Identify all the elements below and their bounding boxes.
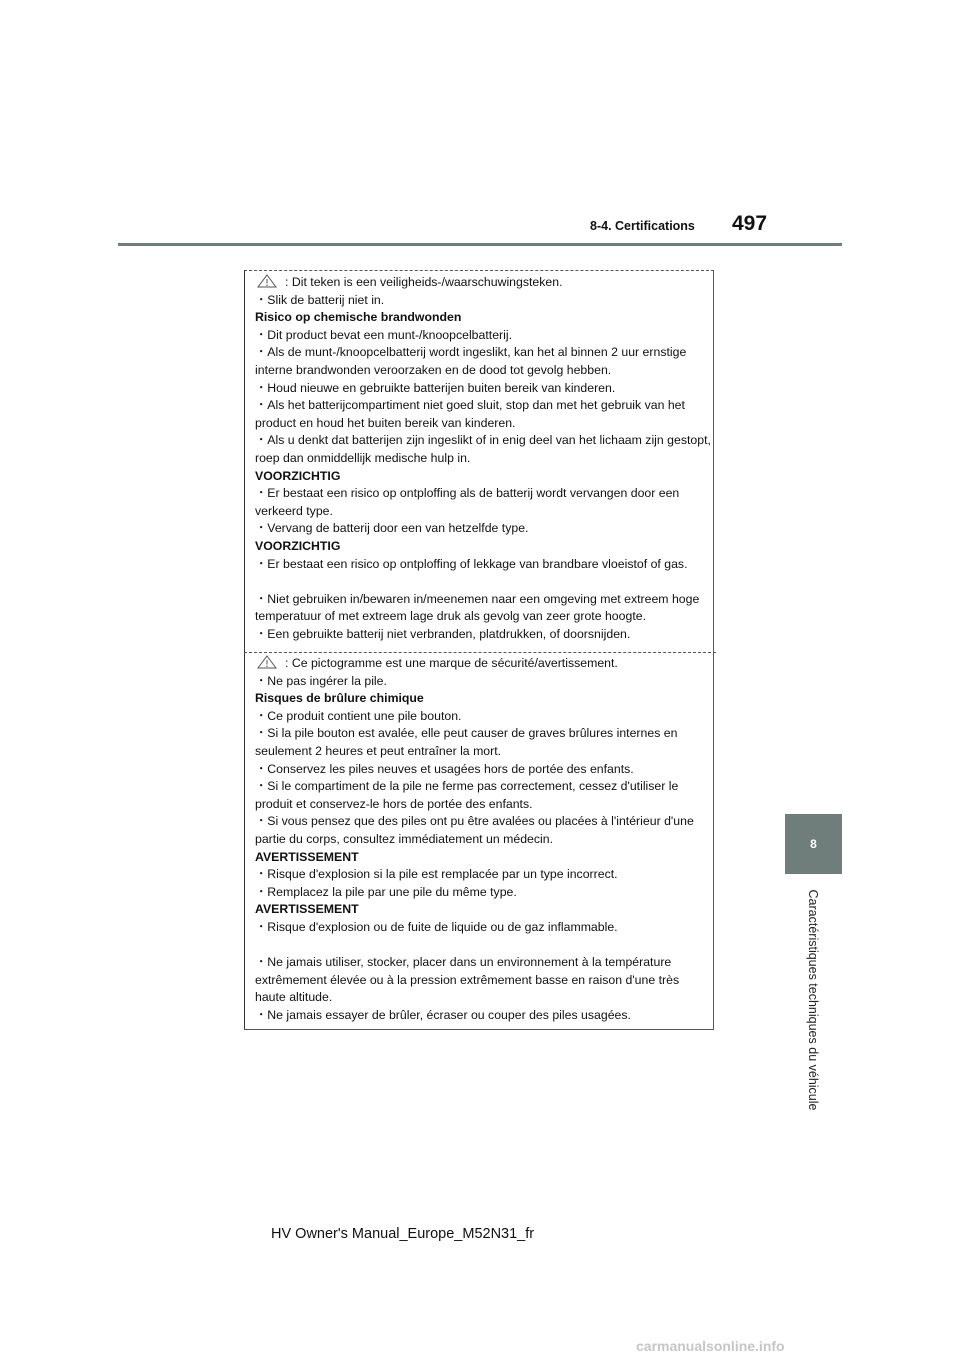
label-text-dutch	[255, 274, 711, 643]
text-line: ・Als het batterijcompartiment niet goed sluit, stop dan met het gebruik van het product en houd het buiten bereik van kinderen.	[255, 398, 685, 430]
page-number: 497	[732, 212, 768, 235]
spacer	[255, 573, 711, 591]
text-line: ・Dit product bevat een munt-/knoopcelbatterij.	[255, 327, 513, 342]
symbol-line: : Dit teken is een veiligheids-/waarschuwingsteken.	[255, 274, 711, 292]
text-line: ・Een gebruikte batterij niet verbranden, platdrukken, of doorsnijden.	[255, 626, 631, 641]
warning-triangle-icon	[257, 274, 279, 288]
text-line: ・Er bestaat een risico op ontploffing of lekkage van brandbare vloeistof of gas.	[255, 556, 688, 571]
header-divider	[118, 243, 842, 246]
text-line: ・Risque d'explosion si la pile est remplacée par un type incorrect.	[255, 867, 618, 882]
text-line: ・Ce produit contient une pile bouton.	[255, 708, 462, 723]
watermark: carmanualsonline.info	[636, 1338, 785, 1354]
chapter-tab	[785, 814, 842, 874]
text-line: ・Niet gebruiken in/bewaren in/meenemen naar een omgeving met extreem hoge temperatuur of met extreem lage druk als gevolg van zeer grote hoogte.	[255, 591, 700, 624]
chapter-title: Caractéristiques techniques du véhicule	[806, 889, 820, 1111]
text-line: ・Ne jamais utiliser, stocker, placer dans un environnement à la température extrêmement élevée ou à la pression extrêmement basse en raison d'une très haute altitude.	[255, 955, 680, 1005]
text-line: ・Houd nieuwe en gebruikte batterijen buiten bereik van kinderen.	[255, 380, 616, 395]
section-heading: AVERTISSEMENT	[255, 849, 359, 864]
text-line: ・Ne pas ingérer la pile.	[255, 673, 387, 688]
label-text-french	[255, 655, 711, 1024]
text-line: ・Risque d'explosion ou de fuite de liquide ou de gaz inflammable.	[255, 919, 618, 934]
warning-triangle-icon	[257, 655, 279, 669]
text-line: ・Si la pile bouton est avalée, elle peut causer de graves brûlures internes en seulement 2 heures et peut entraîner la mort.	[255, 726, 678, 758]
section-heading: Risico op chemische brandwonden	[255, 310, 462, 325]
spacer	[255, 937, 711, 955]
text-line: ・Vervang de batterij door een van hetzelfde type.	[255, 521, 529, 536]
text-line: ・Slik de batterij niet in.	[255, 292, 385, 307]
text-line: ・Remplacez la pile par une pile du même type.	[255, 884, 517, 899]
symbol-line: : Ce pictogramme est une marque de sécurité/avertissement.	[255, 655, 711, 673]
section-heading: VOORZICHTIG	[255, 468, 341, 483]
manual-name: HV Owner's Manual_Europe_M52N31_fr	[271, 1226, 535, 1242]
text-line: ・Ne jamais essayer de brûler, écraser ou couper des piles usagées.	[255, 1007, 631, 1022]
text-line: ・Conservez les piles neuves et usagées hors de portée des enfants.	[255, 761, 634, 776]
text-line: ・Als u denkt dat batterijen zijn ingeslikt of in enig deel van het lichaam zijn gestopt, roep dan onmiddellijk medische hulp in.	[255, 433, 711, 465]
section-heading: VOORZICHTIG	[255, 538, 341, 553]
section-title: 8-4. Certifications	[590, 219, 695, 233]
text-line: ・Er bestaat een risico op ontploffing als de batterij wordt vervangen door een verkeerd type.	[255, 486, 680, 518]
section-heading: AVERTISSEMENT	[255, 902, 359, 917]
text-line: ・Si le compartiment de la pile ne ferme pas correctement, cessez d'utiliser le produit et conservez-le hors de portée des enfants.	[255, 779, 679, 811]
text-line: ・Als de munt-/knoopcelbatterij wordt ingeslikt, kan het al binnen 2 uur ernstige interne brandwonden veroorzaken en de dood tot gevolg hebben.	[255, 345, 687, 377]
language-divider	[244, 652, 716, 653]
section-heading: Risques de brûlure chimique	[255, 691, 424, 706]
chapter-number: 8	[810, 837, 817, 851]
text-line: ・Si vous pensez que des piles ont pu être avalées ou placées à l'intérieur d'une partie du corps, consultez immédiatement un médecin.	[255, 814, 694, 846]
